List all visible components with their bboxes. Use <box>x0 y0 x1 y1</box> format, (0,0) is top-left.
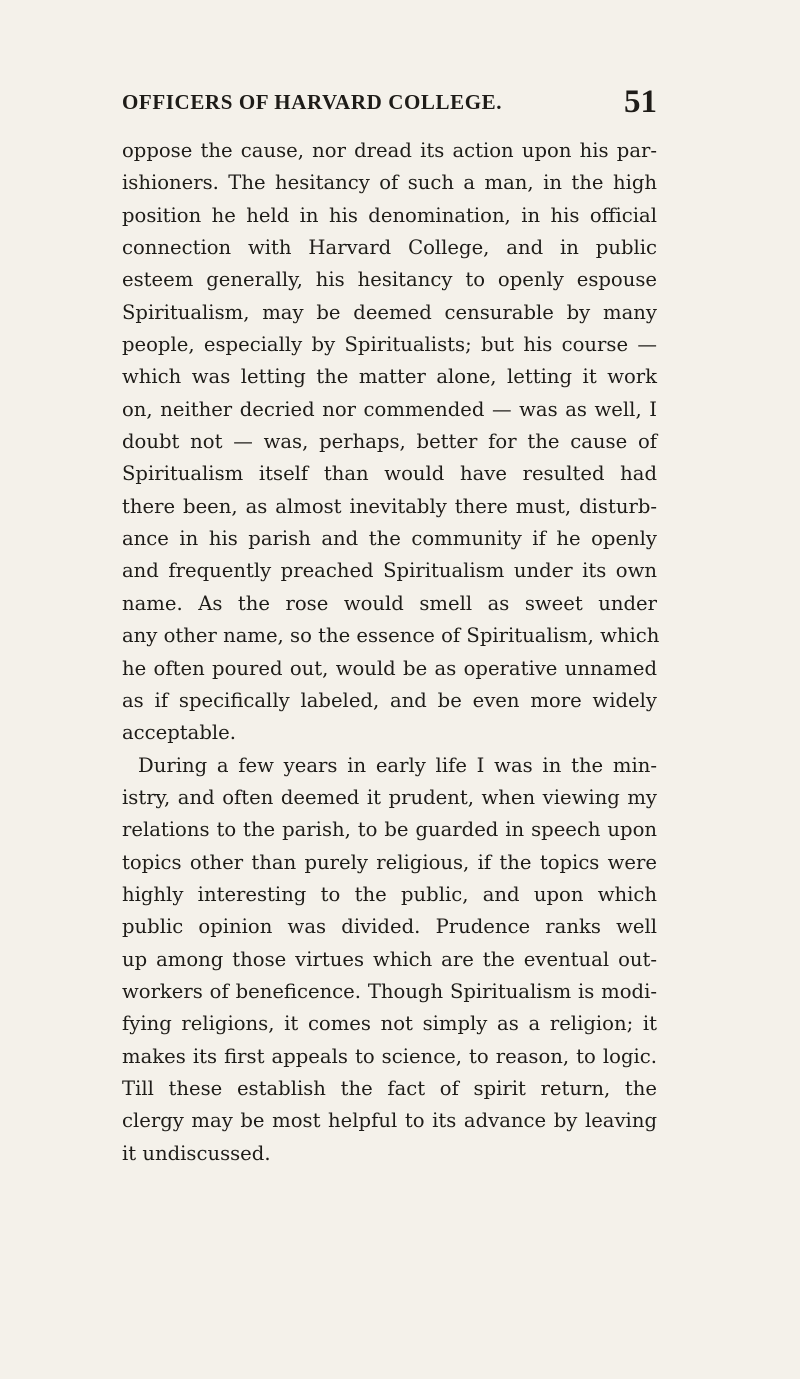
text-line: as if specifically labeled, and be even more widely <box>122 688 657 712</box>
text-line: fying religions, it comes not simply as a religion; it <box>122 1012 657 1036</box>
text-line: acceptable. <box>122 721 236 745</box>
text-line: Spiritualism itself than would have resulted had <box>122 462 657 486</box>
text-line: position he held in his denomination, in his official <box>122 203 657 227</box>
text-line: people, especially by Spiritualists; but his course — <box>122 333 657 357</box>
text-line: topics other than purely religious, if the topics were <box>122 850 657 874</box>
text-line: makes its first appeals to science, to reason, to logic. <box>122 1044 657 1068</box>
text-line: doubt not — was, perhaps, better for the cause of <box>122 430 657 454</box>
text-line: workers of beneficence. Though Spiritualism is modi- <box>122 979 657 1003</box>
text-line: Spiritualism, may be deemed censurable by many <box>122 300 657 324</box>
text-line: and frequently preached Spiritualism under its own <box>122 559 657 583</box>
body-text <box>122 135 660 1170</box>
text-line: connection with Harvard College, and in public <box>122 236 657 260</box>
text-line: there been, as almost inevitably there must, disturb- <box>122 494 657 518</box>
text-line: any other name, so the essence of Spiritualism, which <box>122 624 660 648</box>
text-line: ishioners. The hesitancy of such a man, in the high <box>122 171 657 195</box>
text-line: oppose the cause, nor dread its action upon his par- <box>122 139 657 162</box>
text-line: esteem generally, his hesitancy to openly espouse <box>122 268 657 292</box>
text-line: relations to the parish, to be guarded in speech upon <box>122 818 657 842</box>
text-line: During a few years in early life I was in the min- <box>138 753 657 777</box>
text-line: he often poured out, would be as operative unnamed <box>122 656 657 680</box>
text-line: which was letting the matter alone, letting it work <box>122 365 657 389</box>
page-header <box>122 84 657 124</box>
text-line: public opinion was divided. Prudence ranks well <box>122 915 657 939</box>
text-line: it undiscussed. <box>122 1141 271 1165</box>
text-line: istry, and often deemed it prudent, when viewing my <box>122 785 657 809</box>
text-line: Till these establish the fact of spirit return, the <box>122 1076 657 1100</box>
text-line: ance in his parish and the community if he openly <box>122 527 657 551</box>
running-title: OFFICERS OF HARVARD COLLEGE. <box>122 90 503 114</box>
text-line: on, neither decried nor commended — was as well, I <box>122 397 657 421</box>
text-line: name. As the rose would smell as sweet under <box>122 591 657 615</box>
text-line: clergy may be most helpful to its advance by leaving <box>122 1109 657 1133</box>
text-line: highly interesting to the public, and upon which <box>122 882 657 906</box>
page-number: 51 <box>624 84 657 120</box>
text-line: up among those virtues which are the eventual out- <box>122 947 657 971</box>
